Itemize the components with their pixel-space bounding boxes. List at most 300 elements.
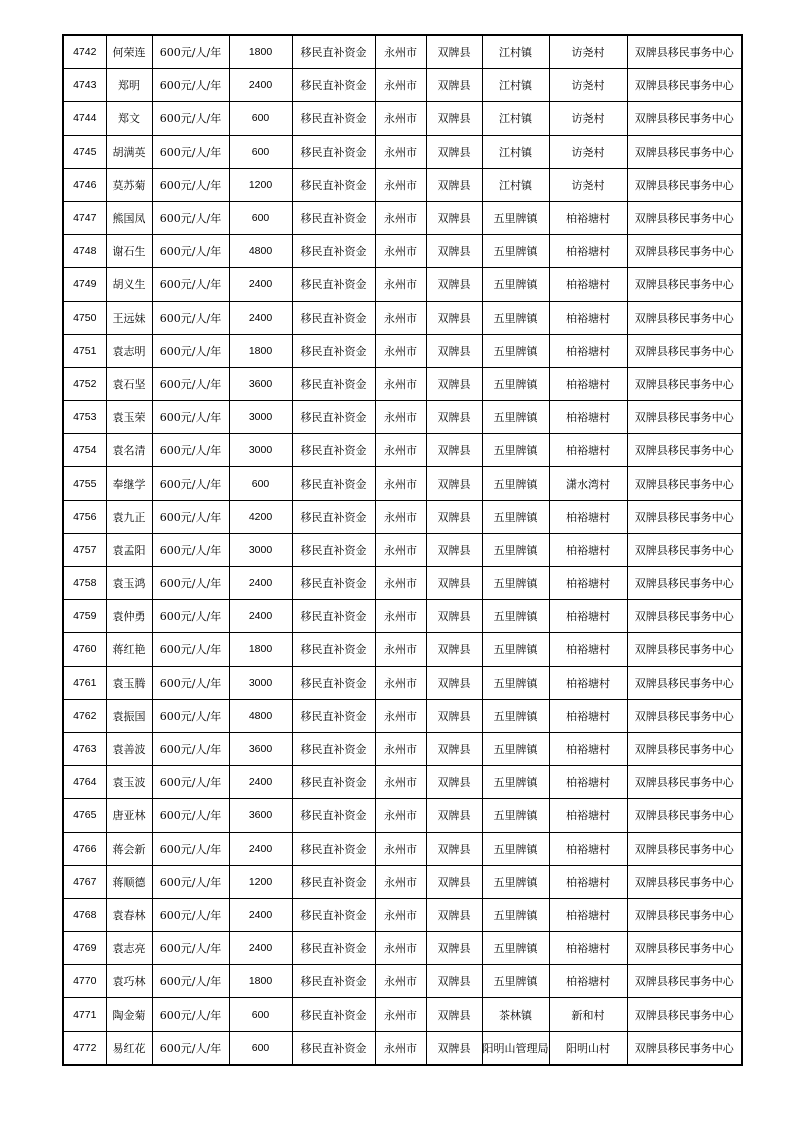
row-number-cell: 4748 — [63, 235, 106, 268]
amount-cell: 2400 — [229, 600, 292, 633]
agency-cell: 双牌县移民事务中心 — [627, 533, 742, 566]
city-cell: 永州市 — [375, 998, 426, 1031]
village-cell: 柏裕塘村 — [549, 268, 627, 301]
city-cell: 永州市 — [375, 965, 426, 998]
fund-type-cell: 移民直补资金 — [292, 1031, 375, 1065]
town-cell: 茶林镇 — [482, 998, 549, 1031]
village-cell: 柏裕塘村 — [549, 600, 627, 633]
town-cell: 阳明山管理局 — [482, 1031, 549, 1065]
city-cell: 永州市 — [375, 334, 426, 367]
row-number-cell: 4760 — [63, 633, 106, 666]
amount-cell: 2400 — [229, 268, 292, 301]
city-cell: 永州市 — [375, 301, 426, 334]
name-cell: 何荣连 — [106, 35, 152, 69]
agency-cell: 双牌县移民事务中心 — [627, 268, 742, 301]
village-cell: 柏裕塘村 — [549, 235, 627, 268]
amount-cell: 1200 — [229, 168, 292, 201]
county-cell: 双牌县 — [426, 1031, 482, 1065]
city-cell: 永州市 — [375, 533, 426, 566]
name-cell: 郑文 — [106, 102, 152, 135]
standard-cell: 600元/人/年 — [152, 898, 229, 931]
town-cell: 五里牌镇 — [482, 965, 549, 998]
village-cell: 柏裕塘村 — [549, 301, 627, 334]
standard-cell: 600元/人/年 — [152, 766, 229, 799]
standard-cell: 600元/人/年 — [152, 35, 229, 69]
town-cell: 五里牌镇 — [482, 699, 549, 732]
amount-cell: 2400 — [229, 69, 292, 102]
name-cell: 袁振国 — [106, 699, 152, 732]
agency-cell: 双牌县移民事务中心 — [627, 766, 742, 799]
standard-cell: 600元/人/年 — [152, 500, 229, 533]
standard-cell: 600元/人/年 — [152, 732, 229, 765]
row-number-cell: 4749 — [63, 268, 106, 301]
table-row — [63, 965, 742, 998]
village-cell: 柏裕塘村 — [549, 500, 627, 533]
amount-cell: 2400 — [229, 301, 292, 334]
row-number-cell: 4750 — [63, 301, 106, 334]
agency-cell: 双牌县移民事务中心 — [627, 600, 742, 633]
village-cell: 柏裕塘村 — [549, 401, 627, 434]
fund-type-cell: 移民直补资金 — [292, 69, 375, 102]
city-cell: 永州市 — [375, 168, 426, 201]
village-cell: 访尧村 — [549, 102, 627, 135]
table-row — [63, 168, 742, 201]
table-row — [63, 235, 742, 268]
name-cell: 袁孟阳 — [106, 533, 152, 566]
standard-cell: 600元/人/年 — [152, 201, 229, 234]
table-row — [63, 434, 742, 467]
county-cell: 双牌县 — [426, 699, 482, 732]
fund-type-cell: 移民直补资金 — [292, 102, 375, 135]
town-cell: 五里牌镇 — [482, 600, 549, 633]
agency-cell: 双牌县移民事务中心 — [627, 35, 742, 69]
county-cell: 双牌县 — [426, 102, 482, 135]
agency-cell: 双牌县移民事务中心 — [627, 932, 742, 965]
city-cell: 永州市 — [375, 766, 426, 799]
amount-cell: 2400 — [229, 567, 292, 600]
town-cell: 五里牌镇 — [482, 434, 549, 467]
amount-cell: 1800 — [229, 334, 292, 367]
row-number-cell: 4770 — [63, 965, 106, 998]
table-row — [63, 102, 742, 135]
village-cell: 柏裕塘村 — [549, 965, 627, 998]
row-number-cell: 4763 — [63, 732, 106, 765]
town-cell: 五里牌镇 — [482, 865, 549, 898]
table-row — [63, 832, 742, 865]
city-cell: 永州市 — [375, 35, 426, 69]
city-cell: 永州市 — [375, 1031, 426, 1065]
fund-type-cell: 移民直补资金 — [292, 201, 375, 234]
amount-cell: 4800 — [229, 235, 292, 268]
name-cell: 袁志亮 — [106, 932, 152, 965]
county-cell: 双牌县 — [426, 69, 482, 102]
amount-cell: 3000 — [229, 666, 292, 699]
agency-cell: 双牌县移民事务中心 — [627, 732, 742, 765]
agency-cell: 双牌县移民事务中心 — [627, 235, 742, 268]
row-number-cell: 4743 — [63, 69, 106, 102]
city-cell: 永州市 — [375, 865, 426, 898]
row-number-cell: 4757 — [63, 533, 106, 566]
city-cell: 永州市 — [375, 69, 426, 102]
table-row — [63, 898, 742, 931]
table-body — [63, 35, 742, 1065]
table-row — [63, 201, 742, 234]
name-cell: 袁九正 — [106, 500, 152, 533]
village-cell: 柏裕塘村 — [549, 898, 627, 931]
name-cell: 袁巧林 — [106, 965, 152, 998]
agency-cell: 双牌县移民事务中心 — [627, 201, 742, 234]
county-cell: 双牌县 — [426, 533, 482, 566]
county-cell: 双牌县 — [426, 898, 482, 931]
village-cell: 柏裕塘村 — [549, 334, 627, 367]
standard-cell: 600元/人/年 — [152, 401, 229, 434]
amount-cell: 1800 — [229, 633, 292, 666]
city-cell: 永州市 — [375, 434, 426, 467]
city-cell: 永州市 — [375, 732, 426, 765]
county-cell: 双牌县 — [426, 201, 482, 234]
standard-cell: 600元/人/年 — [152, 1031, 229, 1065]
county-cell: 双牌县 — [426, 434, 482, 467]
city-cell: 永州市 — [375, 268, 426, 301]
agency-cell: 双牌县移民事务中心 — [627, 699, 742, 732]
name-cell: 袁志明 — [106, 334, 152, 367]
amount-cell: 600 — [229, 998, 292, 1031]
name-cell: 袁玉荣 — [106, 401, 152, 434]
agency-cell: 双牌县移民事务中心 — [627, 434, 742, 467]
row-number-cell: 4765 — [63, 799, 106, 832]
fund-type-cell: 移民直补资金 — [292, 533, 375, 566]
village-cell: 阳明山村 — [549, 1031, 627, 1065]
village-cell: 柏裕塘村 — [549, 367, 627, 400]
name-cell: 胡满英 — [106, 135, 152, 168]
agency-cell: 双牌县移民事务中心 — [627, 633, 742, 666]
agency-cell: 双牌县移民事务中心 — [627, 168, 742, 201]
name-cell: 袁玉波 — [106, 766, 152, 799]
amount-cell: 2400 — [229, 898, 292, 931]
city-cell: 永州市 — [375, 201, 426, 234]
city-cell: 永州市 — [375, 898, 426, 931]
city-cell: 永州市 — [375, 235, 426, 268]
town-cell: 五里牌镇 — [482, 766, 549, 799]
county-cell: 双牌县 — [426, 600, 482, 633]
table-row — [63, 1031, 742, 1065]
agency-cell: 双牌县移民事务中心 — [627, 102, 742, 135]
row-number-cell: 4742 — [63, 35, 106, 69]
table-row — [63, 500, 742, 533]
name-cell: 熊国凤 — [106, 201, 152, 234]
fund-type-cell: 移民直补资金 — [292, 865, 375, 898]
county-cell: 双牌县 — [426, 235, 482, 268]
name-cell: 蒋红艳 — [106, 633, 152, 666]
fund-type-cell: 移民直补资金 — [292, 334, 375, 367]
row-number-cell: 4755 — [63, 467, 106, 500]
row-number-cell: 4758 — [63, 567, 106, 600]
agency-cell: 双牌县移民事务中心 — [627, 666, 742, 699]
city-cell: 永州市 — [375, 932, 426, 965]
village-cell: 访尧村 — [549, 35, 627, 69]
table-row — [63, 799, 742, 832]
standard-cell: 600元/人/年 — [152, 467, 229, 500]
fund-type-cell: 移民直补资金 — [292, 633, 375, 666]
name-cell: 袁名清 — [106, 434, 152, 467]
standard-cell: 600元/人/年 — [152, 600, 229, 633]
agency-cell: 双牌县移民事务中心 — [627, 500, 742, 533]
village-cell: 柏裕塘村 — [549, 766, 627, 799]
agency-cell: 双牌县移民事务中心 — [627, 998, 742, 1031]
fund-type-cell: 移民直补资金 — [292, 401, 375, 434]
amount-cell: 3600 — [229, 732, 292, 765]
standard-cell: 600元/人/年 — [152, 832, 229, 865]
agency-cell: 双牌县移民事务中心 — [627, 865, 742, 898]
city-cell: 永州市 — [375, 500, 426, 533]
table-row — [63, 766, 742, 799]
fund-type-cell: 移民直补资金 — [292, 600, 375, 633]
county-cell: 双牌县 — [426, 998, 482, 1031]
name-cell: 郑明 — [106, 69, 152, 102]
town-cell: 五里牌镇 — [482, 832, 549, 865]
town-cell: 五里牌镇 — [482, 301, 549, 334]
standard-cell: 600元/人/年 — [152, 567, 229, 600]
town-cell: 五里牌镇 — [482, 467, 549, 500]
table-row — [63, 334, 742, 367]
row-number-cell: 4767 — [63, 865, 106, 898]
fund-type-cell: 移民直补资金 — [292, 699, 375, 732]
row-number-cell: 4768 — [63, 898, 106, 931]
town-cell: 江村镇 — [482, 135, 549, 168]
agency-cell: 双牌县移民事务中心 — [627, 799, 742, 832]
town-cell: 五里牌镇 — [482, 367, 549, 400]
village-cell: 柏裕塘村 — [549, 732, 627, 765]
fund-type-cell: 移民直补资金 — [292, 898, 375, 931]
agency-cell: 双牌县移民事务中心 — [627, 301, 742, 334]
county-cell: 双牌县 — [426, 799, 482, 832]
name-cell: 陶金菊 — [106, 998, 152, 1031]
town-cell: 五里牌镇 — [482, 666, 549, 699]
county-cell: 双牌县 — [426, 832, 482, 865]
table-row — [63, 268, 742, 301]
amount-cell: 600 — [229, 102, 292, 135]
county-cell: 双牌县 — [426, 567, 482, 600]
village-cell: 访尧村 — [549, 168, 627, 201]
city-cell: 永州市 — [375, 401, 426, 434]
city-cell: 永州市 — [375, 102, 426, 135]
standard-cell: 600元/人/年 — [152, 69, 229, 102]
city-cell: 永州市 — [375, 832, 426, 865]
agency-cell: 双牌县移民事务中心 — [627, 367, 742, 400]
row-number-cell: 4761 — [63, 666, 106, 699]
table-row — [63, 732, 742, 765]
standard-cell: 600元/人/年 — [152, 301, 229, 334]
city-cell: 永州市 — [375, 367, 426, 400]
amount-cell: 3600 — [229, 367, 292, 400]
standard-cell: 600元/人/年 — [152, 633, 229, 666]
county-cell: 双牌县 — [426, 334, 482, 367]
row-number-cell: 4762 — [63, 699, 106, 732]
county-cell: 双牌县 — [426, 732, 482, 765]
name-cell: 袁善波 — [106, 732, 152, 765]
row-number-cell: 4771 — [63, 998, 106, 1031]
standard-cell: 600元/人/年 — [152, 235, 229, 268]
fund-type-cell: 移民直补资金 — [292, 235, 375, 268]
agency-cell: 双牌县移民事务中心 — [627, 965, 742, 998]
fund-type-cell: 移民直补资金 — [292, 965, 375, 998]
county-cell: 双牌县 — [426, 467, 482, 500]
table-row — [63, 367, 742, 400]
standard-cell: 600元/人/年 — [152, 334, 229, 367]
standard-cell: 600元/人/年 — [152, 367, 229, 400]
town-cell: 江村镇 — [482, 168, 549, 201]
row-number-cell: 4772 — [63, 1031, 106, 1065]
table-row — [63, 998, 742, 1031]
amount-cell: 2400 — [229, 932, 292, 965]
standard-cell: 600元/人/年 — [152, 434, 229, 467]
agency-cell: 双牌县移民事务中心 — [627, 135, 742, 168]
village-cell: 访尧村 — [549, 135, 627, 168]
table-row — [63, 567, 742, 600]
village-cell: 柏裕塘村 — [549, 633, 627, 666]
table-row — [63, 301, 742, 334]
fund-type-cell: 移民直补资金 — [292, 35, 375, 69]
name-cell: 蒋会新 — [106, 832, 152, 865]
city-cell: 永州市 — [375, 699, 426, 732]
name-cell: 袁春林 — [106, 898, 152, 931]
village-cell: 柏裕塘村 — [549, 567, 627, 600]
fund-type-cell: 移民直补资金 — [292, 832, 375, 865]
fund-type-cell: 移民直补资金 — [292, 301, 375, 334]
agency-cell: 双牌县移民事务中心 — [627, 832, 742, 865]
agency-cell: 双牌县移民事务中心 — [627, 467, 742, 500]
name-cell: 谢石生 — [106, 235, 152, 268]
village-cell: 柏裕塘村 — [549, 434, 627, 467]
name-cell: 莫苏菊 — [106, 168, 152, 201]
county-cell: 双牌县 — [426, 500, 482, 533]
row-number-cell: 4766 — [63, 832, 106, 865]
amount-cell: 4200 — [229, 500, 292, 533]
town-cell: 江村镇 — [482, 35, 549, 69]
amount-cell: 3000 — [229, 434, 292, 467]
standard-cell: 600元/人/年 — [152, 965, 229, 998]
city-cell: 永州市 — [375, 600, 426, 633]
village-cell: 柏裕塘村 — [549, 533, 627, 566]
amount-cell: 1800 — [229, 965, 292, 998]
village-cell: 柏裕塘村 — [549, 699, 627, 732]
subsidy-table — [62, 34, 743, 1066]
town-cell: 江村镇 — [482, 102, 549, 135]
standard-cell: 600元/人/年 — [152, 102, 229, 135]
town-cell: 五里牌镇 — [482, 633, 549, 666]
table-row — [63, 533, 742, 566]
agency-cell: 双牌县移民事务中心 — [627, 334, 742, 367]
standard-cell: 600元/人/年 — [152, 666, 229, 699]
county-cell: 双牌县 — [426, 965, 482, 998]
fund-type-cell: 移民直补资金 — [292, 367, 375, 400]
amount-cell: 4800 — [229, 699, 292, 732]
row-number-cell: 4747 — [63, 201, 106, 234]
table-row — [63, 666, 742, 699]
city-cell: 永州市 — [375, 567, 426, 600]
village-cell: 柏裕塘村 — [549, 932, 627, 965]
town-cell: 五里牌镇 — [482, 567, 549, 600]
row-number-cell: 4754 — [63, 434, 106, 467]
village-cell: 新和村 — [549, 998, 627, 1031]
standard-cell: 600元/人/年 — [152, 932, 229, 965]
name-cell: 袁石坚 — [106, 367, 152, 400]
standard-cell: 600元/人/年 — [152, 699, 229, 732]
town-cell: 五里牌镇 — [482, 898, 549, 931]
table-row — [63, 35, 742, 69]
agency-cell: 双牌县移民事务中心 — [627, 1031, 742, 1065]
fund-type-cell: 移民直补资金 — [292, 766, 375, 799]
standard-cell: 600元/人/年 — [152, 799, 229, 832]
agency-cell: 双牌县移民事务中心 — [627, 898, 742, 931]
county-cell: 双牌县 — [426, 301, 482, 334]
city-cell: 永州市 — [375, 633, 426, 666]
county-cell: 双牌县 — [426, 35, 482, 69]
amount-cell: 600 — [229, 135, 292, 168]
town-cell: 江村镇 — [482, 69, 549, 102]
village-cell: 柏裕塘村 — [549, 832, 627, 865]
county-cell: 双牌县 — [426, 666, 482, 699]
name-cell: 袁玉腾 — [106, 666, 152, 699]
agency-cell: 双牌县移民事务中心 — [627, 401, 742, 434]
city-cell: 永州市 — [375, 467, 426, 500]
table-row — [63, 865, 742, 898]
town-cell: 五里牌镇 — [482, 401, 549, 434]
standard-cell: 600元/人/年 — [152, 533, 229, 566]
agency-cell: 双牌县移民事务中心 — [627, 69, 742, 102]
fund-type-cell: 移民直补资金 — [292, 168, 375, 201]
standard-cell: 600元/人/年 — [152, 168, 229, 201]
row-number-cell: 4746 — [63, 168, 106, 201]
name-cell: 奉继学 — [106, 467, 152, 500]
table-row — [63, 467, 742, 500]
town-cell: 五里牌镇 — [482, 334, 549, 367]
town-cell: 五里牌镇 — [482, 533, 549, 566]
standard-cell: 600元/人/年 — [152, 268, 229, 301]
fund-type-cell: 移民直补资金 — [292, 434, 375, 467]
village-cell: 柏裕塘村 — [549, 201, 627, 234]
table-row — [63, 69, 742, 102]
name-cell: 易红花 — [106, 1031, 152, 1065]
table-row — [63, 135, 742, 168]
row-number-cell: 4756 — [63, 500, 106, 533]
name-cell: 袁玉鸿 — [106, 567, 152, 600]
row-number-cell: 4751 — [63, 334, 106, 367]
row-number-cell: 4769 — [63, 932, 106, 965]
village-cell: 柏裕塘村 — [549, 865, 627, 898]
agency-cell: 双牌县移民事务中心 — [627, 567, 742, 600]
fund-type-cell: 移民直补资金 — [292, 567, 375, 600]
fund-type-cell: 移民直补资金 — [292, 268, 375, 301]
county-cell: 双牌县 — [426, 932, 482, 965]
row-number-cell: 4753 — [63, 401, 106, 434]
row-number-cell: 4752 — [63, 367, 106, 400]
fund-type-cell: 移民直补资金 — [292, 799, 375, 832]
village-cell: 柏裕塘村 — [549, 799, 627, 832]
town-cell: 五里牌镇 — [482, 235, 549, 268]
standard-cell: 600元/人/年 — [152, 998, 229, 1031]
fund-type-cell: 移民直补资金 — [292, 732, 375, 765]
town-cell: 五里牌镇 — [482, 268, 549, 301]
amount-cell: 1800 — [229, 35, 292, 69]
fund-type-cell: 移民直补资金 — [292, 135, 375, 168]
amount-cell: 2400 — [229, 832, 292, 865]
standard-cell: 600元/人/年 — [152, 135, 229, 168]
row-number-cell: 4744 — [63, 102, 106, 135]
county-cell: 双牌县 — [426, 367, 482, 400]
table-row — [63, 600, 742, 633]
amount-cell: 3000 — [229, 533, 292, 566]
